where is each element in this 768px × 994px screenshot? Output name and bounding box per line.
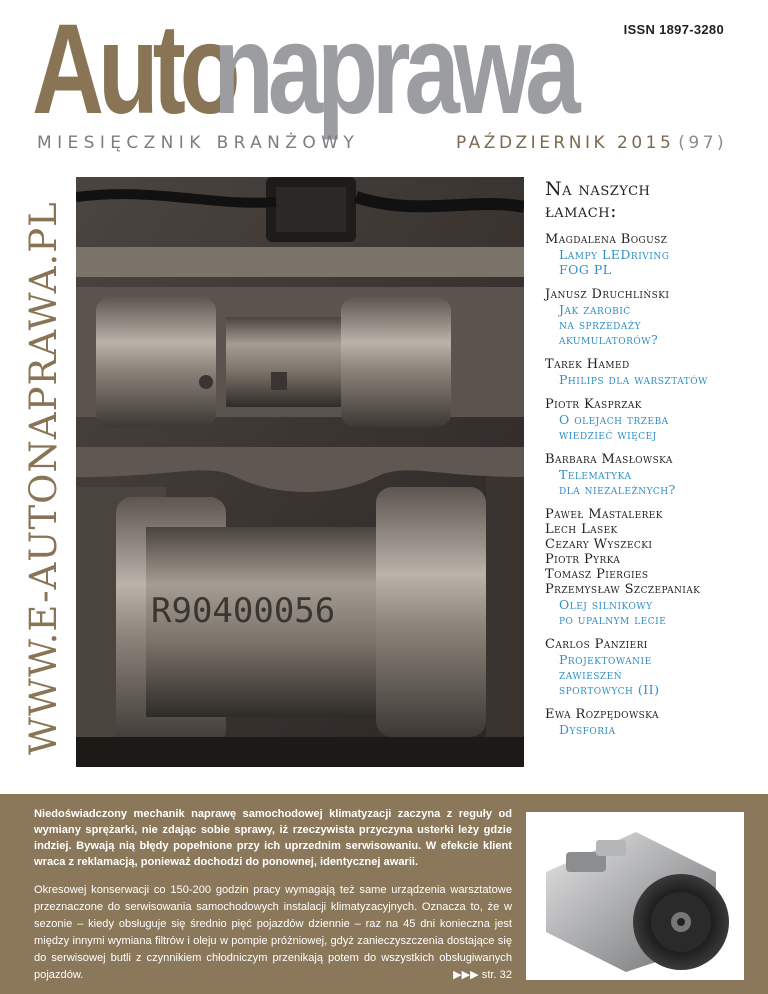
compressor-photo <box>526 812 744 980</box>
toc-entry <box>545 637 755 697</box>
logo-auto: Auto <box>32 0 235 141</box>
teaser-body <box>34 882 512 984</box>
toc-title <box>545 178 755 222</box>
toc-article: sportowych (II) <box>559 682 660 697</box>
toc-author: Ewa Rozpędowska <box>545 707 659 722</box>
cover-photo <box>76 177 524 767</box>
toc-author: Cezary Wyszecki <box>545 537 653 552</box>
toc-author: Piotr Pyrka <box>545 552 621 567</box>
toc-entry <box>545 452 755 497</box>
logo-naprawa: naprawa <box>213 0 575 141</box>
toc-article: Dysforia <box>559 722 616 737</box>
toc-entry <box>545 507 755 627</box>
toc-author: Tarek Hamed <box>545 357 630 372</box>
toc-author: Lech Lasek <box>545 522 618 537</box>
toc-author: Barbara Masłowska <box>545 452 673 467</box>
toc-title-line1: Na naszych <box>545 178 651 200</box>
toc-author: Magdalena Bogusz <box>545 232 668 247</box>
page-reference: ▶▶▶ str. 32 <box>453 969 512 981</box>
issue-date <box>456 133 727 153</box>
toc-author: Przemysław Szczepaniak <box>545 582 701 597</box>
table-of-contents <box>545 178 755 747</box>
teaser-body-text: Okresowej konserwacji co 150-200 godzin pracy wymagają też same urządzenia warsztatowe przeznaczone do serwisowania samochodowych instalacji klimatyzacyjnych. Oznacza to, że w sezonie – kiedy obsługuje się średnio pięć pojazdów dziennie – raz na 45 dni konieczna jest między innymi wymiana filtrów i oleju w pompie próżniowej, gdyż zanieczyszczenia dostające się do serwisowej butli z czynnikiem chłodniczym przenikają potem do wszystkich obsługiwanych pojazdów. <box>34 884 512 981</box>
issue-number: (97) <box>678 133 728 153</box>
toc-author: Janusz Druchliński <box>545 287 670 302</box>
ac-compressor-image <box>526 812 744 980</box>
toc-article: Projektowanie <box>559 652 652 667</box>
teaser-lead: Niedoświadczony mechanik naprawę samochodowej klimatyzacji zaczyna z reguły od wymiany sprężarki, nie zdając sobie sprawy, iż rzeczywista przyczyna usterki leży gdzie indziej. Bywają nią błędy popełnione przy ich uprzednim serwisowaniu. W efekcie klient wraca z reklamacją, ponieważ dochodzi do ponownej, identycznej awarii. <box>34 808 512 868</box>
issue-month: PAŹDZIERNIK 2015 <box>456 133 675 153</box>
toc-article: Jak zarobić <box>559 302 631 317</box>
toc-title-line2: łamach: <box>545 200 617 222</box>
toc-article: akumulatorów? <box>559 332 659 347</box>
issn-number: ISSN 1897-3280 <box>623 22 724 37</box>
toc-article: Lampy LEDriving <box>559 247 670 262</box>
toc-article: wiedzieć więcej <box>559 427 657 442</box>
engraving-text: R90400056 <box>151 591 336 631</box>
toc-author: Carlos Panzieri <box>545 637 648 652</box>
toc-article: po upalnym lecie <box>559 612 667 627</box>
toc-entry <box>545 232 755 277</box>
toc-article: FOG PL <box>559 262 612 277</box>
toc-article: Olej silnikowy <box>559 597 653 612</box>
magazine-subtitle: MIESIĘCZNIK BRANŻOWY <box>37 133 360 153</box>
toc-author: Paweł Mastalerek <box>545 507 663 522</box>
toc-article: Philips dla warsztatów <box>559 372 708 387</box>
toc-article: zawieszeń <box>559 667 623 682</box>
camshaft-image <box>76 177 524 767</box>
toc-article: Telematyka <box>559 467 632 482</box>
magazine-logo <box>32 0 744 141</box>
teaser-band <box>0 794 768 994</box>
toc-entry <box>545 357 755 387</box>
toc-entry <box>545 397 755 442</box>
website-url: WWW.E-AUTONAPRAWA.PL <box>22 201 65 755</box>
toc-author: Piotr Kasprzak <box>545 397 642 412</box>
toc-article: O olejach trzeba <box>559 412 669 427</box>
toc-entry <box>545 707 755 737</box>
toc-article: na sprzedaży <box>559 317 642 332</box>
toc-article: dla niezależnych? <box>559 482 676 497</box>
toc-entry <box>545 287 755 347</box>
toc-author: Tomasz Piergies <box>545 567 649 582</box>
